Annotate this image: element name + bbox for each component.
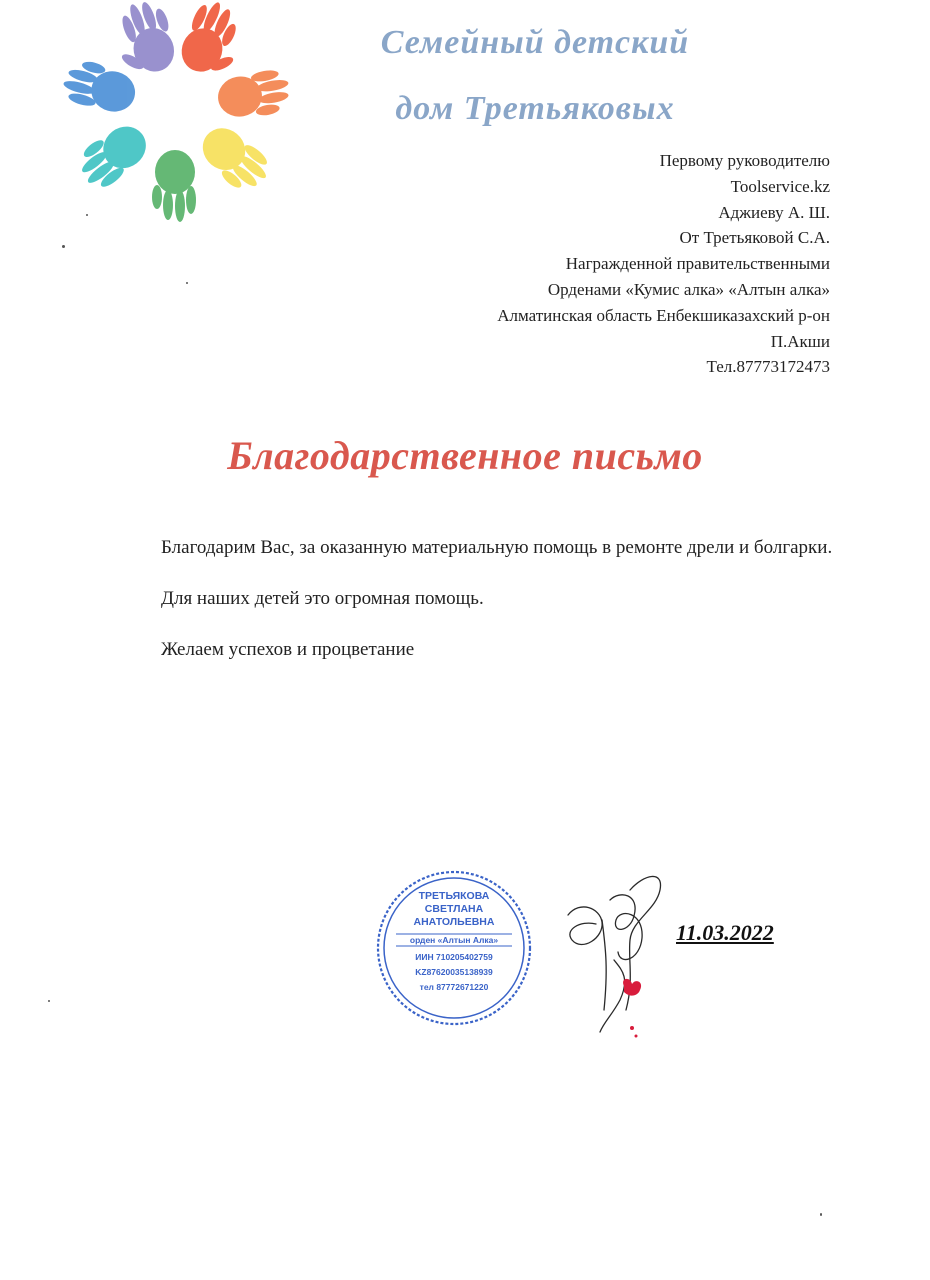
recipient-line: Алматинская область Енбекшиказахский р-он xyxy=(497,305,830,325)
stamp-line: АНАТОЛЬЕВНА xyxy=(413,916,495,928)
recipient-line: Тел.87773172473 xyxy=(706,357,830,377)
scan-speck xyxy=(86,214,88,216)
organization-title-line1: Семейный детский xyxy=(380,24,690,61)
letter-paragraph: Для наших детей это огромная помощь. xyxy=(161,588,484,609)
scan-speck xyxy=(820,1213,822,1216)
stamp-line: тел 87772671220 xyxy=(419,982,489,992)
letter-paragraph: Благодарим Вас, за оказанную материальную помощь в ремонте дрели и болгарки. xyxy=(161,537,833,558)
scan-speck xyxy=(48,1000,50,1002)
recipient-line: Первому руководителю xyxy=(659,151,830,170)
letter-date: 11.03.2022 xyxy=(676,920,774,945)
stamp-line: орден «Алтын Алка» xyxy=(409,935,499,945)
organization-title xyxy=(300,10,770,142)
letter-body xyxy=(88,533,875,686)
letter-title: Благодарственное письмо xyxy=(227,433,703,478)
stamp-line: ИИН 710205402759 xyxy=(415,952,493,962)
recipient-line: П.Акши xyxy=(770,331,830,351)
organization-title-line2: дом Третьяковых xyxy=(395,90,675,127)
recipient-line: Орденами «Кумис алка» «Алтын алка» xyxy=(547,279,830,299)
handwritten-signature xyxy=(560,860,680,1045)
recipient-line: Toolservice.kz xyxy=(730,176,830,196)
stamp-line: ТРЕТЬЯКОВА xyxy=(418,890,490,902)
scan-speck xyxy=(62,245,65,248)
scan-speck xyxy=(186,282,188,284)
recipient-block xyxy=(310,148,830,380)
recipient-line: Аджиеву А. Ш. xyxy=(718,202,830,222)
recipient-line: От Третьяковой С.А. xyxy=(679,228,830,248)
stamp-line: СВЕТЛАНА xyxy=(424,903,484,915)
official-stamp xyxy=(374,868,534,1028)
handprints-logo-icon xyxy=(50,0,300,225)
stamp-line: KZ87620035138939 xyxy=(415,967,493,977)
recipient-line: Награжденной правительственными xyxy=(565,254,830,274)
letter-paragraph: Желаем успехов и процветание xyxy=(161,639,415,660)
